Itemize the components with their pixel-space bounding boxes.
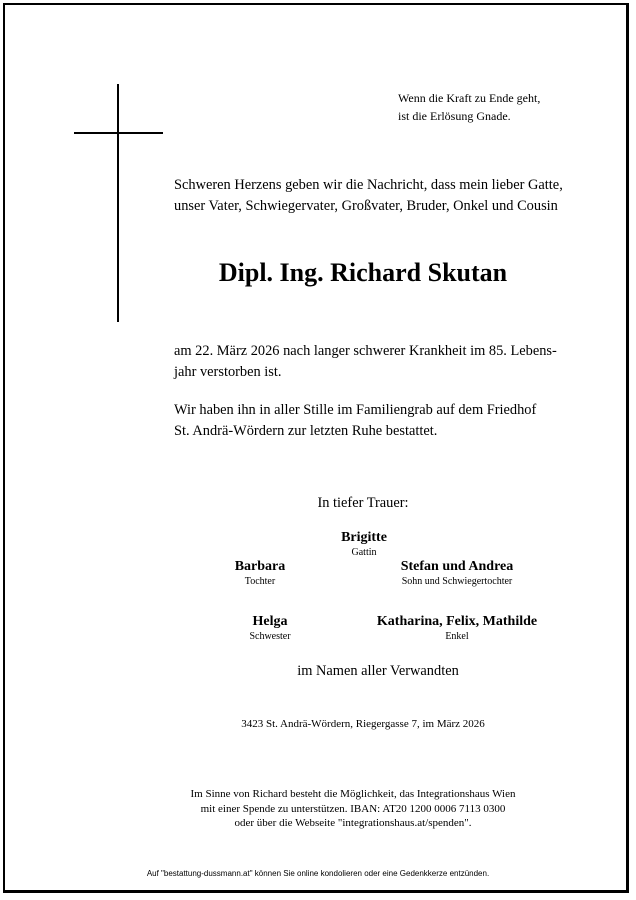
deceased-name: Dipl. Ing. Richard Skutan — [218, 258, 508, 287]
mourner-sister — [210, 613, 330, 643]
mourner-relation: Gattin — [351, 547, 377, 558]
mourner-grandchildren — [357, 613, 557, 643]
place-date: 3423 St. Andrä-Wördern, Riegergasse 7, im März 2026 — [241, 718, 485, 730]
intro-text — [174, 175, 563, 217]
death-line-1: am 22. März 2026 nach langer schwerer Krankheit im 85. Lebens- — [174, 343, 557, 359]
cross-icon-horizontal — [74, 132, 163, 134]
mourner-name: Stefan und Andrea — [400, 559, 514, 574]
motto-line-2: ist die Erlösung Gnade. — [398, 109, 511, 123]
mourner-relation: Enkel — [445, 631, 469, 642]
death-text — [174, 341, 557, 383]
mourner-name: Barbara — [234, 559, 286, 574]
mourner-name: Katharina, Felix, Mathilde — [376, 614, 538, 629]
mourning-heading: In tiefer Trauer: — [317, 495, 409, 511]
mourner-spouse — [304, 529, 424, 559]
mourner-name: Helga — [252, 614, 288, 629]
intro-line-1: Schweren Herzens geben wir die Nachricht, dass mein lieber Gatte, — [174, 177, 563, 193]
relatives-line: im Namen aller Verwandten — [297, 663, 459, 679]
intro-line-2: unser Vater, Schwiegervater, Großvater, Bruder, Onkel und Cousin — [174, 198, 558, 214]
mourner-relation: Sohn und Schwiegertochter — [401, 576, 513, 587]
mourner-daughter — [200, 558, 320, 588]
burial-line-1: Wir haben ihn in aller Stille im Familiengrab auf dem Friedhof — [174, 402, 537, 418]
motto — [398, 89, 540, 125]
donation-line-2: mit einer Spende zu unterstützen. IBAN: AT20 1200 0006 7113 0300 — [200, 802, 506, 815]
page-border — [3, 3, 629, 893]
mourner-name: Brigitte — [341, 530, 387, 545]
footer-note: Auf "bestattung-dussmann.at" können Sie online kondolieren oder eine Gedenkkerze entzünden. — [146, 869, 490, 878]
mourner-son — [367, 558, 547, 588]
mourner-relation: Tochter — [244, 576, 276, 587]
death-line-2: jahr verstorben ist. — [174, 364, 282, 380]
donation-line-3: oder über die Webseite "integrationshaus.at/spenden". — [234, 817, 472, 829]
mourner-relation: Schwester — [249, 631, 291, 642]
donation-line-1: Im Sinne von Richard besteht die Möglichkeit, das Integrationshaus Wien — [190, 788, 516, 800]
burial-text — [174, 400, 536, 442]
motto-line-1: Wenn die Kraft zu Ende geht, — [398, 91, 541, 105]
donation-text — [0, 787, 636, 831]
burial-line-2: St. Andrä-Wördern zur letzten Ruhe bestattet. — [174, 423, 438, 439]
